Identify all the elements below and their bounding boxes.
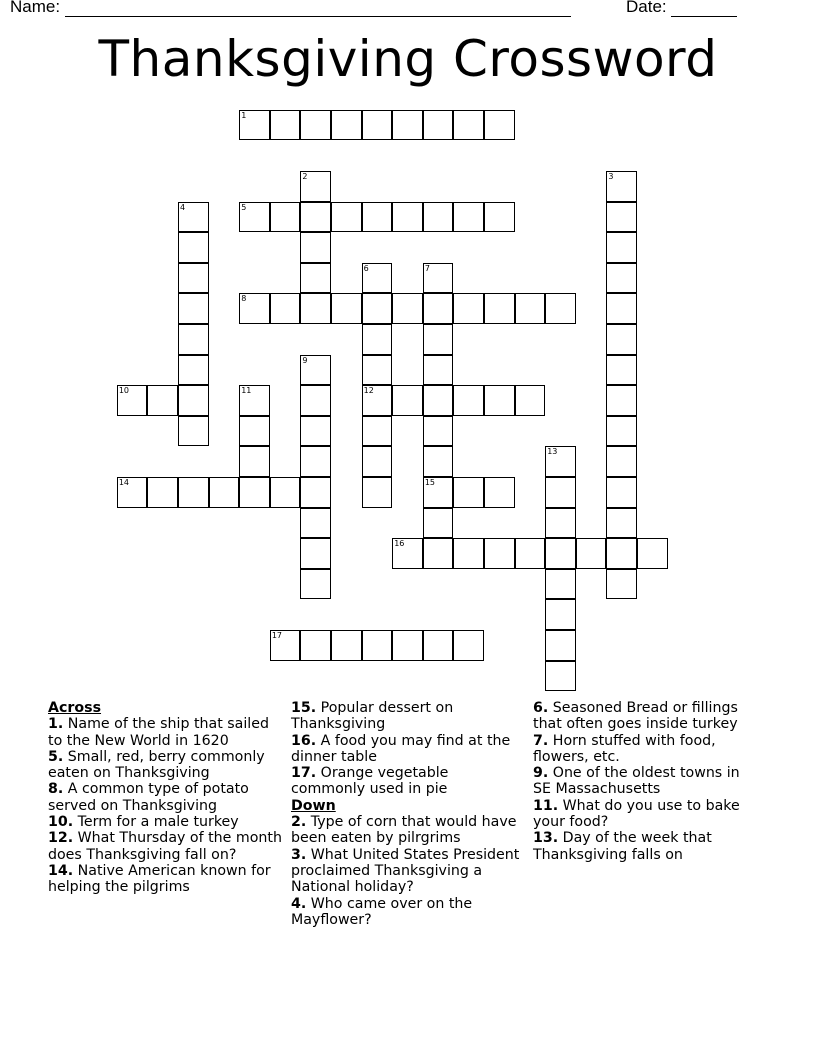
grid-cell[interactable] <box>239 385 270 416</box>
grid-cell[interactable] <box>239 202 270 233</box>
grid-cell[interactable] <box>239 477 270 508</box>
grid-cell[interactable] <box>545 661 576 692</box>
grid-cell[interactable] <box>606 416 637 447</box>
grid-cell[interactable] <box>362 477 393 508</box>
clue-number: 2 <box>302 172 308 181</box>
grid-cell[interactable] <box>423 477 454 508</box>
clue-number: 10 <box>118 386 129 396</box>
grid-cell[interactable] <box>423 324 454 355</box>
grid-cell[interactable] <box>300 538 331 569</box>
grid-cell[interactable] <box>300 385 331 416</box>
grid-cell[interactable] <box>545 446 576 477</box>
grid-cell[interactable] <box>545 293 576 324</box>
grid-cell[interactable] <box>300 446 331 477</box>
clue-item-text: Type of corn that would have been eaten by pilrgrims <box>291 814 517 847</box>
grid-cell[interactable] <box>484 538 515 569</box>
grid-cell[interactable] <box>362 293 393 324</box>
clue-item <box>533 830 759 863</box>
grid-cell[interactable] <box>606 385 637 416</box>
clue-item-number: 17. <box>291 765 317 782</box>
across-heading: Across <box>48 700 102 716</box>
clue-item-text: Name of the ship that sailed to the New World in 1620 <box>48 716 269 749</box>
grid-cell[interactable] <box>606 263 637 294</box>
clue-number: 4 <box>180 202 186 212</box>
clue-item-number: 4. <box>291 895 307 912</box>
grid-cell[interactable] <box>270 110 301 141</box>
grid-cell[interactable] <box>300 508 331 539</box>
across-clue-list-a <box>48 716 284 895</box>
clue-number: 12 <box>363 386 374 396</box>
grid-cell[interactable] <box>392 630 423 661</box>
clue-item-number: 8. <box>48 781 64 798</box>
grid-cell[interactable] <box>331 110 362 141</box>
grid-cell[interactable] <box>362 110 393 141</box>
clue-item-number: 15. <box>291 700 317 716</box>
date-label: Date: <box>626 0 667 16</box>
grid-cell[interactable] <box>178 202 209 233</box>
clue-item-text: A food you may find at the dinner table <box>291 732 511 765</box>
grid-cell[interactable] <box>606 446 637 477</box>
grid-cell[interactable] <box>576 538 607 569</box>
grid-cell[interactable] <box>270 477 301 508</box>
clue-item <box>291 765 521 798</box>
grid-cell[interactable] <box>331 293 362 324</box>
grid-cell[interactable] <box>423 355 454 386</box>
grid-cell[interactable] <box>300 110 331 141</box>
grid-cell[interactable] <box>606 569 637 600</box>
clue-item-number: 16. <box>291 732 317 749</box>
grid-cell[interactable] <box>545 508 576 539</box>
grid-cell[interactable] <box>362 263 393 294</box>
clue-item-text: Orange vegetable commonly used in pie <box>291 765 449 798</box>
grid-cell[interactable] <box>117 385 148 416</box>
grid-cell[interactable] <box>362 202 393 233</box>
clue-item <box>48 814 284 830</box>
grid-cell[interactable] <box>392 202 423 233</box>
grid-cell[interactable] <box>453 630 484 661</box>
clue-number: 3 <box>608 172 614 181</box>
clue-item-text: What do you use to bake your food? <box>533 797 740 831</box>
grid-cell[interactable] <box>300 477 331 508</box>
clue-item-text: Term for a male turkey <box>73 814 239 831</box>
grid-cell[interactable] <box>239 293 270 324</box>
grid-cell[interactable] <box>606 355 637 386</box>
grid-cell[interactable] <box>545 538 576 569</box>
grid-cell[interactable] <box>453 202 484 233</box>
grid-cell[interactable] <box>392 293 423 324</box>
grid-cell[interactable] <box>637 538 668 569</box>
grid-cell[interactable] <box>209 477 240 508</box>
grid-cell[interactable] <box>239 416 270 447</box>
clue-item-number: 9. <box>533 765 549 782</box>
grid-cell[interactable] <box>606 171 637 202</box>
grid-cell[interactable] <box>484 202 515 233</box>
clue-number: 1 <box>241 110 247 120</box>
clue-item-text: Day of the week that Thanksgiving falls on <box>533 830 712 863</box>
grid-cell[interactable] <box>239 110 270 141</box>
clue-item-text: Seasoned Bread or fillings that often goes inside turkey <box>533 700 738 733</box>
clue-number: 8 <box>241 294 247 304</box>
grid-cell[interactable] <box>392 385 423 416</box>
grid-cell[interactable] <box>362 416 393 447</box>
clue-number: 13 <box>547 447 558 457</box>
grid-cell[interactable] <box>423 630 454 661</box>
grid-cell[interactable] <box>300 202 331 233</box>
grid-cell[interactable] <box>362 385 393 416</box>
grid-cell[interactable] <box>270 630 301 661</box>
clue-item <box>533 700 759 733</box>
clue-number: 5 <box>241 202 247 212</box>
clue-item-number: 11. <box>533 797 559 814</box>
grid-cell[interactable] <box>484 477 515 508</box>
grid-cell[interactable] <box>423 110 454 141</box>
grid-cell[interactable] <box>423 263 454 294</box>
grid-cell[interactable] <box>606 293 637 324</box>
grid-cell[interactable] <box>117 477 148 508</box>
clue-item <box>291 733 521 766</box>
grid-cell[interactable] <box>300 293 331 324</box>
clue-item-text: What United States President proclaimed Thanksgiving a National holiday? <box>291 846 520 896</box>
grid-cell[interactable] <box>300 171 331 202</box>
clue-item-text: Who came over on the Mayflower? <box>291 895 473 928</box>
clue-item-number: 10. <box>48 814 74 831</box>
clue-column-1 <box>48 700 284 896</box>
grid-cell[interactable] <box>484 110 515 141</box>
grid-cell[interactable] <box>178 232 209 263</box>
clue-item-number: 13. <box>533 830 559 847</box>
grid-cell[interactable] <box>545 477 576 508</box>
grid-cell[interactable] <box>515 385 546 416</box>
clue-item <box>48 830 284 863</box>
grid-cell[interactable] <box>300 263 331 294</box>
grid-cell[interactable] <box>606 324 637 355</box>
grid-cell[interactable] <box>423 293 454 324</box>
grid-cell[interactable] <box>515 293 546 324</box>
grid-cell[interactable] <box>606 232 637 263</box>
grid-cell[interactable] <box>270 293 301 324</box>
grid-cell[interactable] <box>178 324 209 355</box>
grid-cell[interactable] <box>147 385 178 416</box>
clue-number: 14 <box>118 478 129 487</box>
grid-cell[interactable] <box>331 630 362 661</box>
across-clue-list-b <box>291 700 521 798</box>
clue-item <box>533 798 759 831</box>
clue-item <box>291 896 521 929</box>
clue-item <box>48 716 284 749</box>
grid-cell[interactable] <box>484 293 515 324</box>
grid-cell[interactable] <box>423 385 454 416</box>
grid-cell[interactable] <box>362 446 393 477</box>
grid-cell[interactable] <box>545 630 576 661</box>
grid-cell[interactable] <box>606 477 637 508</box>
grid-cell[interactable] <box>453 385 484 416</box>
grid-cell[interactable] <box>300 630 331 661</box>
clue-number: 6 <box>363 263 369 273</box>
grid-cell[interactable] <box>178 293 209 324</box>
clue-item-number: 5. <box>48 748 64 765</box>
grid-cell[interactable] <box>300 569 331 600</box>
clue-item <box>291 847 521 896</box>
clue-item <box>48 863 284 896</box>
grid-cell[interactable] <box>362 355 393 386</box>
grid-cell[interactable] <box>178 385 209 416</box>
grid-cell[interactable] <box>453 477 484 508</box>
clue-number: 7 <box>424 263 430 273</box>
clue-column-3 <box>533 700 759 863</box>
clue-item-text: Small, red, berry commonly eaten on Thanksgiving <box>48 748 265 782</box>
clue-number: 9 <box>302 355 308 365</box>
grid-cell[interactable] <box>423 508 454 539</box>
grid-cell[interactable] <box>239 446 270 477</box>
grid-cell[interactable] <box>362 324 393 355</box>
clue-item <box>48 749 284 782</box>
grid-cell[interactable] <box>270 202 301 233</box>
name-label: Name: <box>10 0 61 16</box>
grid-cell[interactable] <box>300 232 331 263</box>
down-clue-list-b <box>533 700 759 863</box>
clue-number: 11 <box>241 386 252 396</box>
clue-item-number: 3. <box>291 846 307 863</box>
clue-item-text: Popular dessert on Thanksgiving <box>291 700 454 733</box>
clue-item-number: 2. <box>291 814 307 831</box>
grid-cell[interactable] <box>453 110 484 141</box>
clue-item <box>533 765 759 798</box>
clue-number: 16 <box>394 539 405 549</box>
grid-cell[interactable] <box>606 202 637 233</box>
clue-item <box>291 814 521 847</box>
down-heading: Down <box>291 797 336 814</box>
grid-cell[interactable] <box>453 538 484 569</box>
clue-item-number: 1. <box>48 716 64 733</box>
clue-item <box>291 700 521 733</box>
grid-cell[interactable] <box>331 202 362 233</box>
grid-cell[interactable] <box>453 293 484 324</box>
clue-item-text: Horn stuffed with food, flowers, etc. <box>533 732 716 765</box>
clue-column-2 <box>291 700 521 928</box>
clue-item-text: Native American known for helping the pilgrims <box>48 862 271 896</box>
clue-item-text: A common type of potato served on Thanksgiving <box>48 781 249 814</box>
grid-cell[interactable] <box>545 599 576 630</box>
grid-cell[interactable] <box>178 477 209 508</box>
clue-item-text: One of the oldest towns in SE Massachusetts <box>533 765 740 798</box>
clue-item-number: 7. <box>533 732 549 749</box>
clue-item <box>533 733 759 766</box>
grid-cell[interactable] <box>147 477 178 508</box>
clue-item <box>48 781 284 814</box>
grid-cell[interactable] <box>362 630 393 661</box>
grid-cell[interactable] <box>423 446 454 477</box>
clue-item-number: 6. <box>533 700 549 716</box>
grid-cell[interactable] <box>392 110 423 141</box>
grid-cell[interactable] <box>392 538 423 569</box>
grid-cell[interactable] <box>606 538 637 569</box>
grid-cell[interactable] <box>423 202 454 233</box>
grid-cell[interactable] <box>545 569 576 600</box>
clue-item-number: 14. <box>48 862 74 879</box>
clue-item-text: What Thursday of the month does Thanksgiving fall on? <box>48 830 282 863</box>
grid-cell[interactable] <box>300 416 331 447</box>
grid-cell[interactable] <box>515 538 546 569</box>
grid-cell[interactable] <box>300 355 331 386</box>
grid-cell[interactable] <box>606 508 637 539</box>
grid-cell[interactable] <box>178 416 209 447</box>
grid-cell[interactable] <box>178 263 209 294</box>
page-title: Thanksgiving Crossword <box>98 30 718 88</box>
grid-cell[interactable] <box>178 355 209 386</box>
grid-cell[interactable] <box>484 385 515 416</box>
clue-number: 15 <box>424 478 435 487</box>
clue-number: 17 <box>271 631 282 640</box>
down-clue-list-a <box>291 814 521 928</box>
grid-cell[interactable] <box>423 416 454 447</box>
grid-cell[interactable] <box>423 538 454 569</box>
clue-item-number: 12. <box>48 830 74 847</box>
